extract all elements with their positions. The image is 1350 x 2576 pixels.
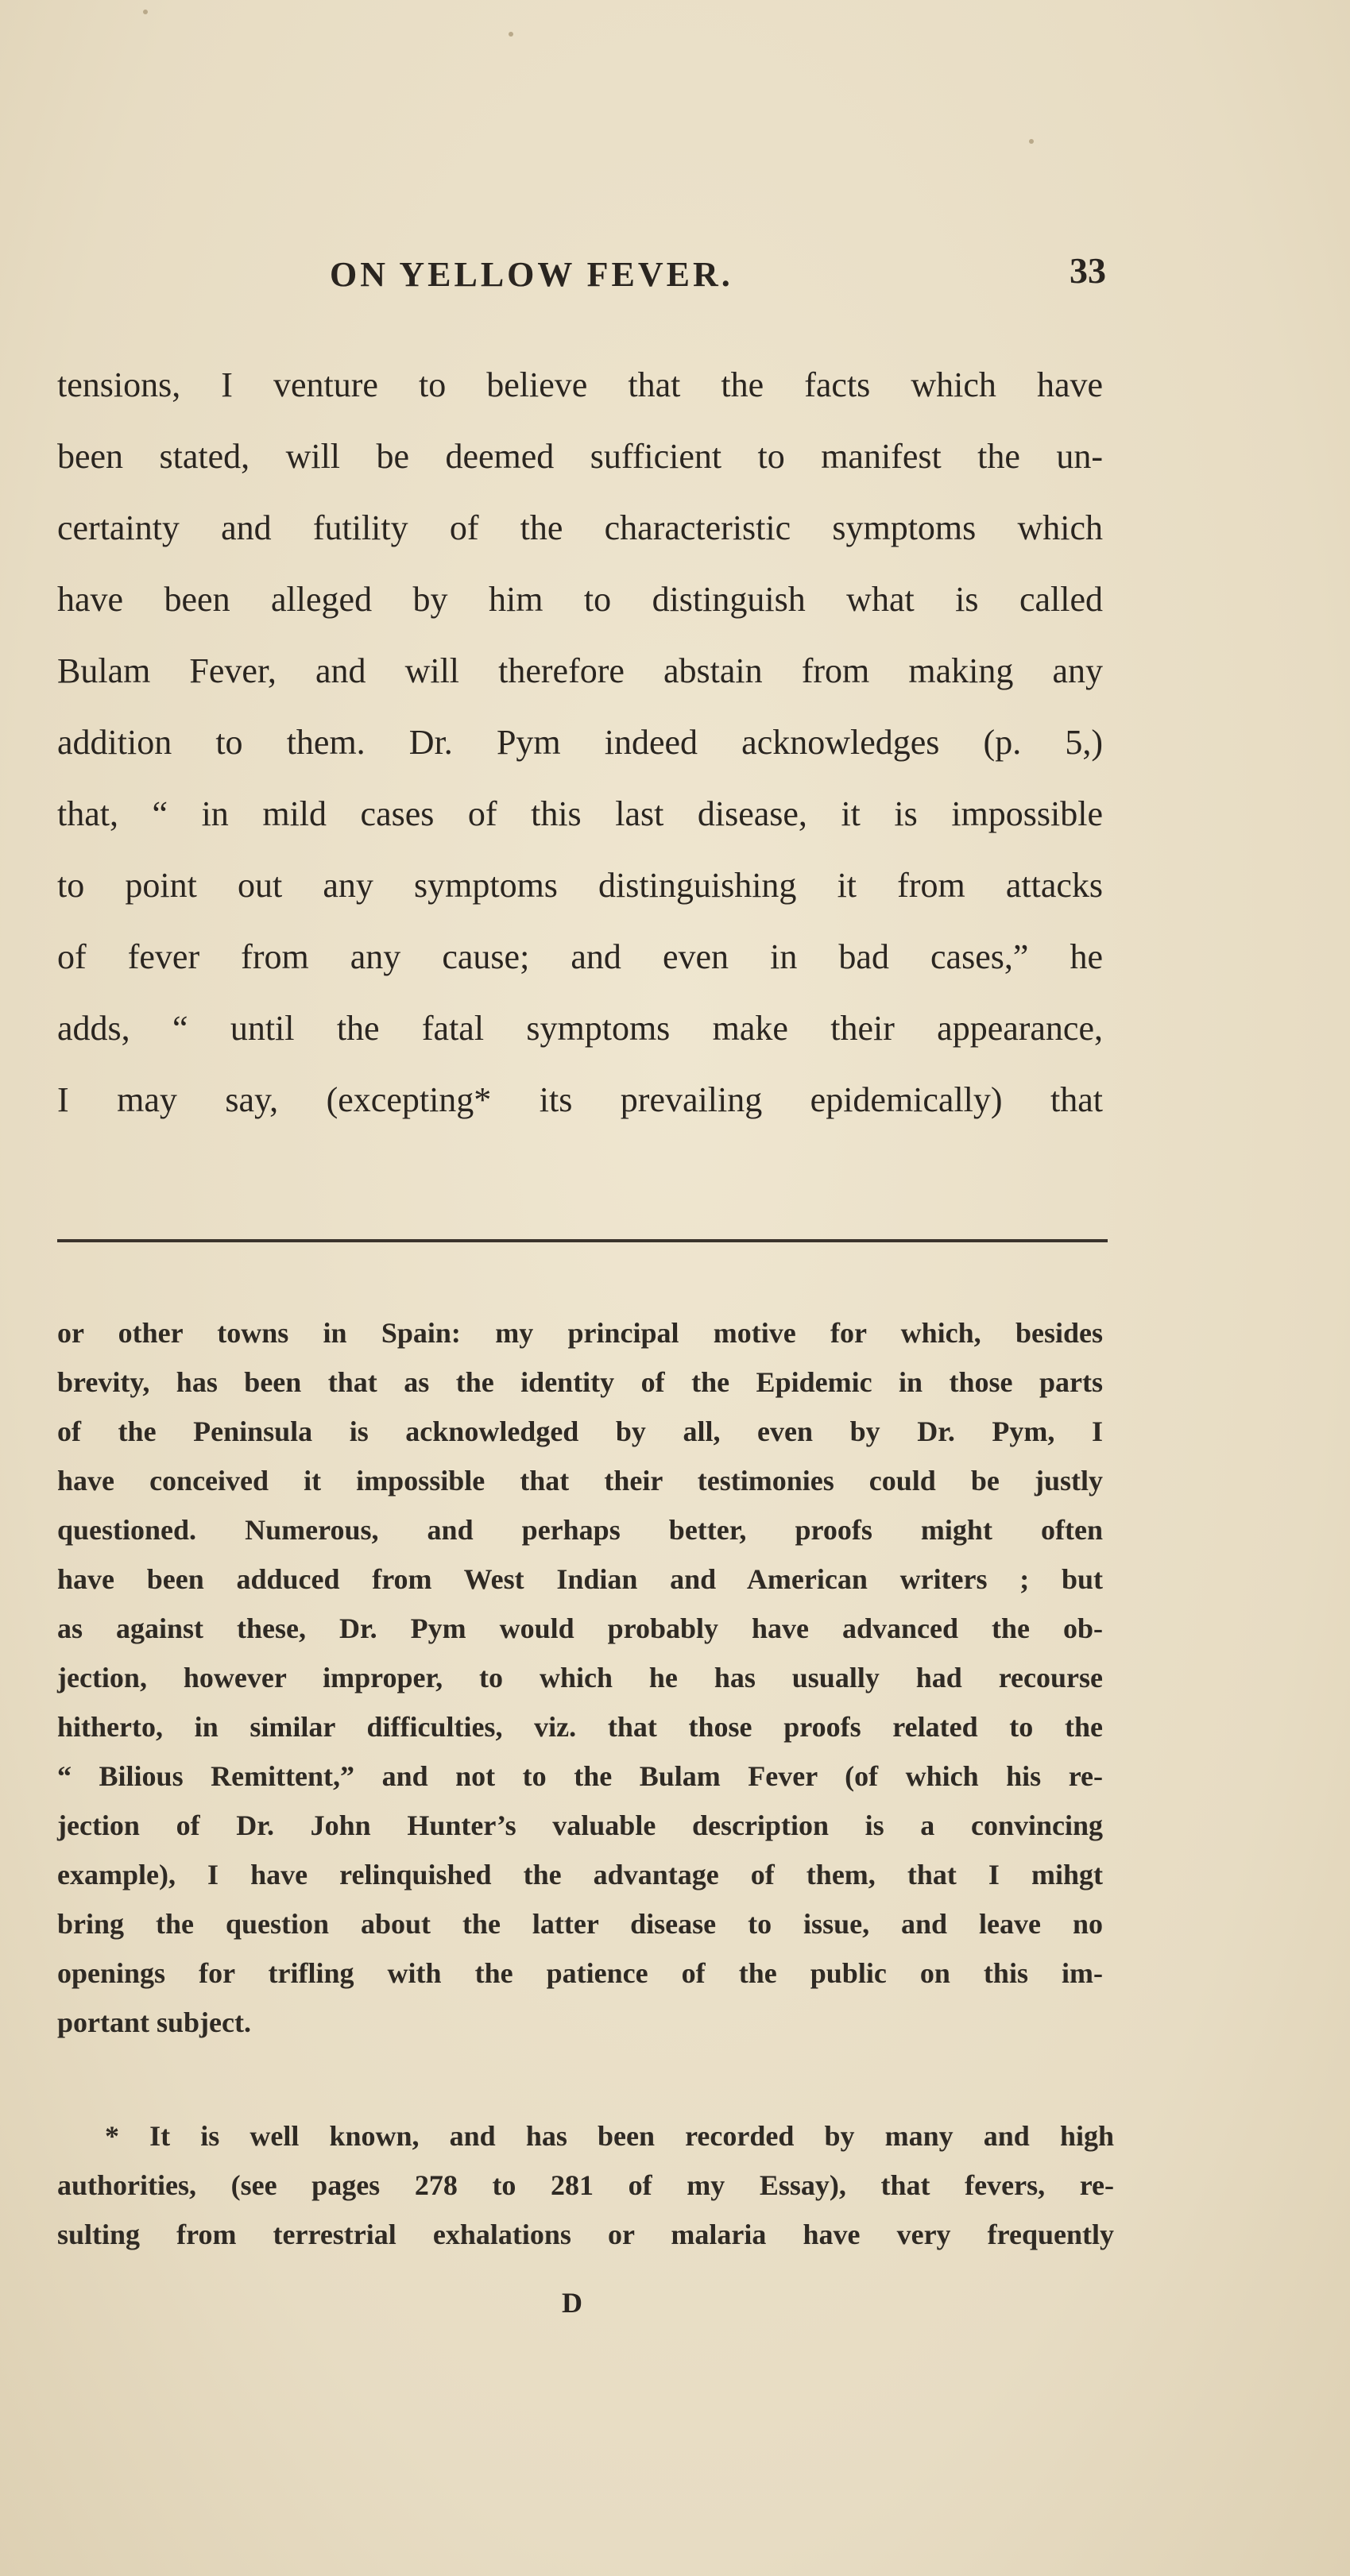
note-line: brevity, has been that as the identity of the Epidemic in those parts [57, 1366, 1103, 1398]
note-line: as against these, Dr. Pym would probably have advanced the ob- [57, 1612, 1103, 1644]
body-line: addition to them. Dr. Pym indeed acknowledges (p. 5,) [57, 723, 1103, 762]
body-line: that, “ in mild cases of this last disease, it is impossible [57, 794, 1103, 833]
footnote-rule [57, 1239, 1108, 1242]
footnote [57, 2111, 1114, 2259]
note-line: jection, however improper, to which he has usually had recourse [57, 1662, 1103, 1694]
note-line: jection of Dr. John Hunter’s valuable description is a convincing [57, 1809, 1103, 1841]
page-number: 33 [1070, 250, 1106, 291]
footnote-line: authorities, (see pages 278 to 281 of my Essay), that fevers, re- [57, 2169, 1114, 2201]
body-line: tensions, I venture to believe that the facts which have [57, 365, 1103, 404]
running-head: ON YELLOW FEVER. [330, 255, 733, 294]
note-line: questioned. Numerous, and perhaps better, proofs might often [57, 1514, 1103, 1546]
note-line: or other towns in Spain: my principal motive for which, besides [57, 1317, 1103, 1349]
paper-speck [143, 10, 148, 14]
note-line: hitherto, in similar difficulties, viz. that those proofs related to the [57, 1711, 1103, 1743]
note-line: portant subject. [57, 2006, 251, 2038]
body-line: I may say, (excepting* its prevailing epidemically) that [57, 1080, 1103, 1119]
footnote-line: * It is well known, and has been recorded by many and high [105, 2120, 1114, 2152]
note-line: “ Bilious Remittent,” and not to the Bulam Fever (of which his re- [57, 1760, 1103, 1792]
note-line: example), I have relinquished the advantage of them, that I mihgt [57, 1859, 1103, 1890]
body-line: been stated, will be deemed sufficient to manifest the un- [57, 437, 1103, 476]
note-line: bring the question about the latter disease to issue, and leave no [57, 1908, 1103, 1940]
signature-mark: D [562, 2287, 582, 2319]
paper-speck [509, 32, 513, 37]
paper-speck [1029, 139, 1034, 144]
note-line: have been adduced from West Indian and American writers ; but [57, 1563, 1103, 1595]
note-line: of the Peninsula is acknowledged by all, even by Dr. Pym, I [57, 1415, 1103, 1447]
body-line: adds, “ until the fatal symptoms make their appearance, [57, 1009, 1103, 1048]
body-line: Bulam Fever, and will therefore abstain from making any [57, 651, 1103, 690]
page-header [56, 250, 1106, 310]
note-line: openings for trifling with the patience of the public on this im- [57, 1957, 1103, 1989]
main-body-text [57, 350, 1103, 1136]
note-line: have conceived it impossible that their testimonies could be justly [57, 1465, 1103, 1497]
footnote-line: sulting from terrestrial exhalations or malaria have very frequently [57, 2219, 1114, 2250]
note-continuation [57, 1308, 1103, 2047]
body-line: certainty and futility of the characteristic symptoms which [57, 508, 1103, 547]
body-line: have been alleged by him to distinguish what is called [57, 580, 1103, 619]
body-line: of fever from any cause; and even in bad cases,” he [57, 937, 1103, 976]
body-line: to point out any symptoms distinguishing it from attacks [57, 866, 1103, 905]
